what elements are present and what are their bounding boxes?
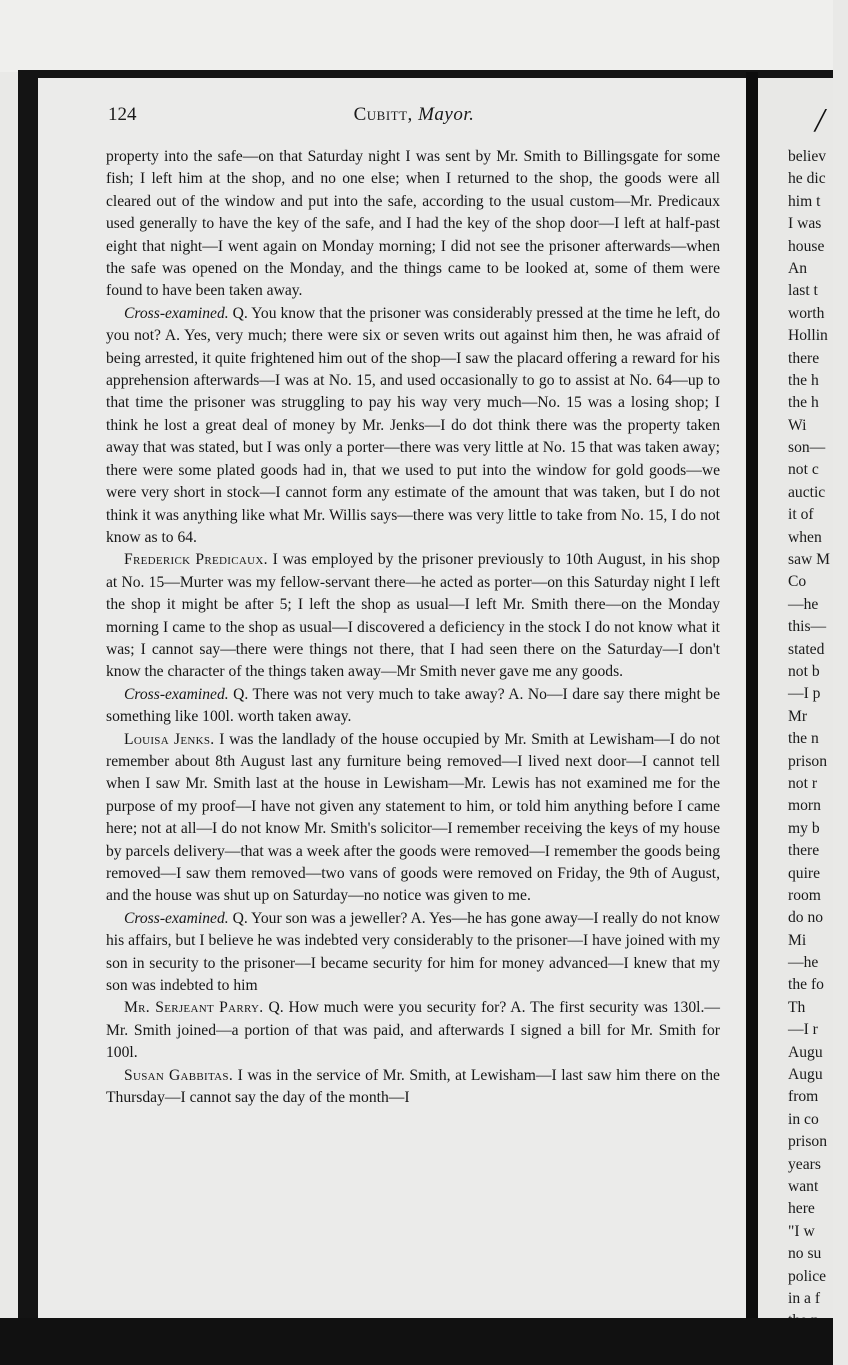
page-number: 124 [108, 104, 137, 125]
paragraph [106, 729, 720, 908]
facing-page-fragment: when [788, 528, 822, 546]
facing-page-fragment: it of [788, 506, 814, 524]
facing-page-mark: / [815, 102, 825, 139]
facing-page-fragment: want [788, 1177, 819, 1195]
cross-examined-label: Cross-examined. [124, 685, 229, 703]
paragraph [106, 303, 720, 549]
bottom-edge [0, 1318, 833, 1365]
facing-page-fragment: —he [788, 595, 819, 613]
facing-page-fragment: he dic [788, 170, 826, 188]
page-header [108, 104, 720, 134]
counsel-name: Mr. Serjeant Parry. [124, 999, 264, 1017]
facing-page-fragment: not r [788, 774, 818, 792]
facing-page-fragment: stated [788, 640, 825, 658]
running-head-title: Mayor. [418, 104, 475, 125]
facing-page-fragment: do no [788, 909, 824, 927]
facing-page-fragment: —I r [788, 1021, 818, 1039]
facing-page-fragment: no su [788, 1245, 822, 1263]
facing-page-fragment: saw M [788, 551, 831, 569]
paragraph-text: I was in the service of Mr. Smith, at Lewisham—I last saw him there on the Thursday—I cannot say the day of the month—I [106, 1066, 720, 1107]
facing-page-fragment: him t [788, 192, 821, 210]
facing-page-fragment: —I p [788, 685, 821, 703]
paragraph-text: I was employed by the prisoner previously to 10th August, in his shop at No. 15—Murter was my fellow-servant there—he acted as porter—on this Saturday night I left the shop it might be after 5; I left the shop as usual—I left Mr. Smith there—on the Monday morning I came to the shop as usual—I discovered a deficiency in the stock I do not know what it was; I cannot say—there were things not there, that I had seen there on the Saturday—I don't know the character of the things taken away—Mr Smith never gave me any goods. [106, 551, 720, 681]
facing-page-fragment: worth [788, 304, 825, 322]
facing-page-fragment: prison [788, 752, 827, 770]
facing-page-fragment: son— [788, 439, 826, 457]
witness-name: Susan Gabbitas. [124, 1066, 234, 1084]
facing-page-fragment: the h [788, 371, 819, 389]
facing-page-fragment: the n [788, 730, 819, 748]
paragraph [106, 146, 720, 303]
facing-page-fragment: quire [788, 864, 821, 882]
facing-page-text [788, 146, 848, 1333]
paragraph [106, 549, 720, 683]
facing-page-fragment: prison [788, 1133, 827, 1151]
facing-page-fragment: my b [788, 819, 820, 837]
facing-page-fragment: Wi [788, 416, 807, 434]
facing-page-fragment: house [788, 237, 825, 255]
facing-page [758, 78, 833, 1318]
facing-page-fragment: from [788, 1088, 819, 1106]
facing-page-fragment: morn [788, 797, 821, 815]
facing-page-fragment: Augu [788, 1043, 823, 1061]
paragraph [106, 908, 720, 998]
top-margin [0, 0, 833, 72]
book-spine [746, 72, 758, 1322]
paragraph-text: Q. You know that the prisoner was considerably pressed at the time he left, do you not? A. Yes, very much; there were six or seven writs out against him then, he was afraid of being arrested, it quite frightened him out of the shop—I saw the placard offering a reward for his apprehension afterwards—I was at No. 15, and used occasionally to go to assist at No. 64—up to that time the prisoner was struggling to pay his way very much—No. 15 was a losing shop; I think he lost a great deal of money by Mr. Jenks—I do dot think there was the property taken away that was stated, but I was only a porter—there was very little at No. 15 that was taken away; there were some plated goods had in, that we used to put into the window for gold goods—we were very short in stock—I cannot form any estimate of the amount that was taken, but I do not think it was anything like what Mr. Willis says—there was very little to take from No. 15, I do not know as to 64. [106, 304, 720, 546]
facing-page-fragment: An [788, 259, 808, 277]
facing-page-fragment: Mr [788, 707, 808, 725]
cross-examined-label: Cross-examined. [124, 304, 229, 322]
facing-page-fragment: this— [788, 618, 827, 636]
facing-page-fragment: years [788, 1155, 821, 1173]
running-head-name: Cubitt, [353, 104, 413, 125]
facing-page-fragment: Augu [788, 1066, 823, 1084]
paragraph [106, 1065, 720, 1110]
paragraph-text: I was the landlady of the house occupied by Mr. Smith at Lewisham—I do not remember about 8th August last any furniture being removed—I lived next door—I cannot tell when I saw Mr. Smith last at the house in Lewisham—Mr. Lewis has not examined me for the purpose of my proof—I have not given any statement to him, or told him anything before I came here; not at all—I do not know Mr. Smith's solicitor—I remember receiving the keys of my house by parcels delivery—that was a week after the goods were removed—I remember the goods being removed—I saw them removed—two vans of goods were removed on Friday, the 9th of August, and the house was shut up on Saturday—no notice was given to me. [106, 730, 720, 905]
facing-page-fragment: in co [788, 1110, 819, 1128]
paragraph-text: Q. Your son was a jeweller? A. Yes—he has gone away—I really do not know his affairs, but I believe he was indebted very considerably to the prisoner—I have joined with my son in security to the prisoner—I became security for him for money advanced—I knew that my son was indebted to him [106, 909, 721, 995]
facing-page-fragment: believ [788, 148, 827, 165]
facing-page-fragment: —he [788, 954, 819, 972]
page-body [106, 146, 720, 1109]
facing-page-fragment: not c [788, 461, 819, 479]
facing-page-fragment: "I w [788, 1222, 815, 1240]
facing-page-fragment: the h [788, 394, 819, 412]
facing-page-fragment: Mi [788, 931, 807, 949]
paragraph-text: Q. There was not very much to take away? A. No—I dare say there might be something like 100l. worth taken away. [106, 685, 720, 726]
facing-page-fragment: in a f [788, 1289, 821, 1307]
cross-examined-label: Cross-examined. [124, 909, 229, 927]
facing-page-fragment: there [788, 349, 820, 367]
paragraph [106, 684, 720, 729]
facing-page-fragment: Hollin [788, 327, 828, 345]
facing-page-fragment: police [788, 1267, 827, 1285]
paragraph-text: Q. How much were you security for? A. The first security was 130l.—Mr. Smith joined—a portion of that was paid, and afterwards I signed a bill for Mr. Smith for 100l. [106, 999, 720, 1062]
facing-page-fragment: auctic [788, 483, 826, 501]
facing-page-fragment: the fo [788, 976, 824, 994]
facing-page-fragment: there [788, 842, 820, 860]
facing-page-fragment: last t [788, 282, 818, 300]
paragraph-text: property into the safe—on that Saturday night I was sent by Mr. Smith to Billingsgate for some fish; I left him at the shop, and no one else; when I returned to the shop, the goods were all cleared out of the window and put into the safe, according to the usual custom—Mr. Predicaux used generally to have the key of the safe, and I had the key of the shop door—I left at half-past eight that night—I went again on Monday morning; I did not see the prisoner afterwards—when the safe was opened on the Monday, and the things came to be looked at, some of them were found to have been taken away. [106, 148, 720, 300]
facing-page-fragment: here [788, 1200, 815, 1218]
witness-name: Louisa Jenks. [124, 730, 215, 748]
paragraph [106, 997, 720, 1064]
facing-page-fragment: I was [788, 215, 822, 233]
running-head [108, 104, 720, 126]
facing-page-fragment: not b [788, 662, 820, 680]
facing-page-fragment: Co [788, 573, 807, 591]
facing-page-fragment: Th [788, 998, 806, 1016]
witness-name: Frederick Predicaux. [124, 551, 268, 569]
facing-page-fragment: room [788, 886, 821, 904]
